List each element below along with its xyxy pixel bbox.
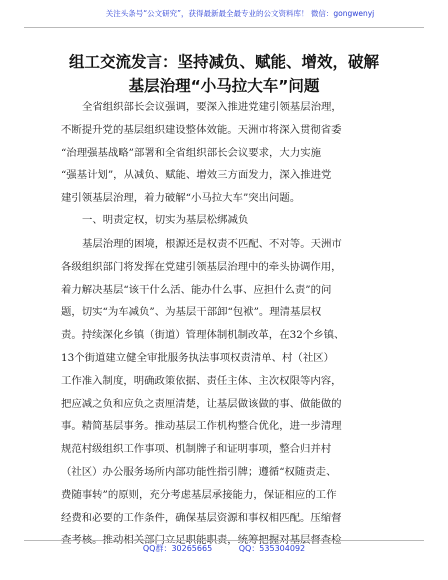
- text-line: 事。精简基层事务。推动基层工作机构整合优化，进一步清理: [61, 420, 342, 433]
- text-line: “强基计划”，从减负、赋能、增效三方面发力，深入推进党: [61, 169, 332, 182]
- text-line: 题，切实“为车减负”、为基层干部卸“包袱”。理清基层权: [61, 306, 322, 319]
- text-line: 规范村级组织工作事项、机制牌子和证明事项，整合归并村: [61, 443, 332, 456]
- document-title: [48, 50, 400, 98]
- text-line: 各级组织部门将发挥在党建引领基层治理中的牵头协调作用，: [61, 260, 342, 273]
- header-banner: 关注头条号“公文研究”，获得最新最全最专业的公文资料库！ 微信：gongwenyj: [105, 9, 375, 18]
- footer-qq-group: QQ群：30265665: [142, 544, 213, 553]
- text-line: 经费和必要的工作条件，确保基层资源和事权相匹配。压缩督: [61, 511, 342, 524]
- paragraph-intro: [61, 96, 391, 210]
- text-line: 工作准入制度，明确政策依据、责任主体、主次权限等内容，: [61, 374, 342, 387]
- text-line: 查考核。推动相关部门立足职能职责，统筹把握对基层督查检: [61, 534, 342, 547]
- text-line: “治理强基战略”部署和全省组织部长会议要求，大力实施: [61, 146, 321, 159]
- footer-qq: QQ：535304092: [238, 544, 306, 553]
- footer: [0, 543, 448, 554]
- text-line: 不断提升党的基层组织建设整体效能。天洲市将深入贯彻省委: [61, 123, 342, 136]
- footer-divider: [24, 540, 424, 541]
- section-heading-1: [61, 209, 391, 232]
- text-line: 费随事转”的原则，充分考虑基层承接能力，保证相应的工作: [61, 488, 337, 501]
- header-divider: [24, 27, 424, 28]
- text-line: 基层治理的困境，根源还是权责不匹配、不对等。天洲市: [82, 238, 342, 250]
- text-line: 把应减之负和应负之责厘清楚，让基层做该做的事、做能做的: [61, 397, 342, 410]
- text-line: 建引领基层治理，着力破解“小马拉大车”突出问题。: [61, 192, 301, 205]
- text-line: （社区）办公服务场所内部功能性指引牌；遵循“权随责走、: [61, 465, 337, 478]
- title-line-2: 基层治理“小马拉大车”问题: [128, 77, 320, 95]
- text-line: 着力解决基层“该干什么活、能办什么事、应担什么责”的问: [61, 283, 332, 296]
- text-line: 责。持续深化乡镇（街道）管理体制机制改革，在32个乡镇、: [61, 329, 345, 342]
- text-line: 13个街道建立健全审批服务执法事项权责清单、村（社区）: [61, 351, 334, 364]
- paragraph-section-1: [61, 233, 391, 552]
- text-line: 全省组织部长会议强调，要深入推进党建引领基层治理，: [82, 101, 342, 113]
- title-line-1: 组工交流发言：坚持减负、赋能、增效，破解: [68, 53, 379, 71]
- section-heading-text: 一、明责定权，切实为基层松绑减负: [82, 214, 249, 226]
